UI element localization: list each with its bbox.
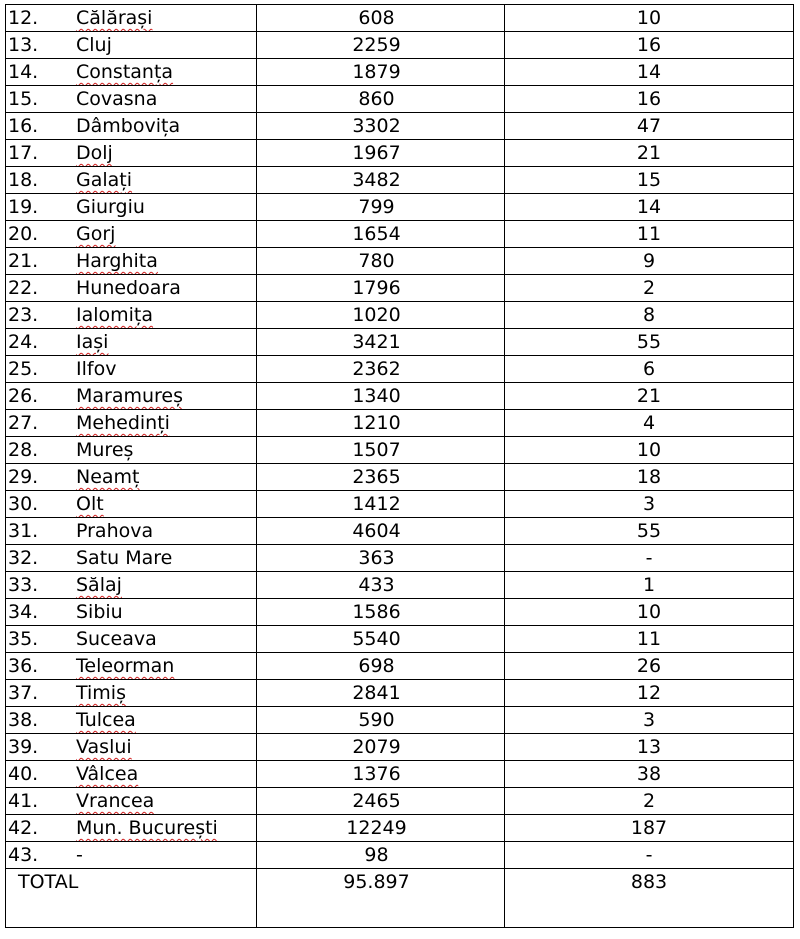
- county-name: Harghita: [76, 250, 158, 272]
- county-cell: [6, 842, 257, 869]
- value-col-1: 860: [257, 86, 505, 113]
- county-cell: [6, 113, 257, 140]
- row-number: 37.: [8, 682, 39, 704]
- value-col-1: 1507: [257, 437, 505, 464]
- table-row: [6, 248, 794, 275]
- table-row: [6, 518, 794, 545]
- county-name: Mun. București: [76, 817, 218, 839]
- county-name: Cluj: [76, 34, 112, 56]
- county-cell: [6, 707, 257, 734]
- row-number: 21.: [8, 250, 39, 272]
- county-cell: [6, 518, 257, 545]
- value-col-1: 2365: [257, 464, 505, 491]
- row-number: 26.: [8, 385, 39, 407]
- row-number: 20.: [8, 223, 39, 245]
- county-cell: [6, 302, 257, 329]
- county-cell: [6, 653, 257, 680]
- table-row: [6, 680, 794, 707]
- value-col-2: 11: [505, 626, 794, 653]
- county-cell: [6, 59, 257, 86]
- row-number: 34.: [8, 601, 39, 623]
- county-cell: [6, 194, 257, 221]
- county-name: Mehedinți: [76, 412, 170, 434]
- value-col-2: 16: [505, 32, 794, 59]
- value-col-1: 1412: [257, 491, 505, 518]
- county-name: Iași: [76, 331, 109, 353]
- county-name: Giurgiu: [76, 196, 145, 218]
- value-col-1: 2259: [257, 32, 505, 59]
- value-col-2: 9: [505, 248, 794, 275]
- value-col-2: 21: [505, 383, 794, 410]
- value-col-2: 11: [505, 221, 794, 248]
- county-name: Covasna: [76, 88, 158, 110]
- row-number: 25.: [8, 358, 39, 380]
- county-cell: [6, 491, 257, 518]
- county-cell: [6, 167, 257, 194]
- table-row: [6, 302, 794, 329]
- table-row: [6, 383, 794, 410]
- value-col-2: 18: [505, 464, 794, 491]
- value-col-2: 1: [505, 572, 794, 599]
- table-row: [6, 842, 794, 869]
- county-cell: [6, 32, 257, 59]
- value-col-1: 1020: [257, 302, 505, 329]
- value-col-2: 2: [505, 275, 794, 302]
- table-row: [6, 545, 794, 572]
- county-cell: [6, 545, 257, 572]
- county-cell: [6, 788, 257, 815]
- value-col-1: 2465: [257, 788, 505, 815]
- value-col-2: 21: [505, 140, 794, 167]
- value-col-2: 3: [505, 707, 794, 734]
- table-row: [6, 653, 794, 680]
- table-row: [6, 32, 794, 59]
- value-col-1: 5540: [257, 626, 505, 653]
- county-name: Mureș: [76, 439, 134, 461]
- county-cell: [6, 815, 257, 842]
- county-name: Gorj: [76, 223, 116, 245]
- county-data-table: [5, 4, 794, 928]
- value-col-1: 780: [257, 248, 505, 275]
- row-number: 38.: [8, 709, 39, 731]
- county-name: Sibiu: [76, 601, 123, 623]
- county-name: Ialomița: [76, 304, 154, 326]
- row-number: 19.: [8, 196, 39, 218]
- table-row: [6, 59, 794, 86]
- value-col-1: 1879: [257, 59, 505, 86]
- value-col-1: 1586: [257, 599, 505, 626]
- value-col-2: 10: [505, 599, 794, 626]
- value-col-2: 38: [505, 761, 794, 788]
- county-name: Neamț: [76, 466, 140, 488]
- county-cell: [6, 221, 257, 248]
- value-col-1: 363: [257, 545, 505, 572]
- table-row: [6, 437, 794, 464]
- row-number: 39.: [8, 736, 39, 758]
- county-cell: [6, 734, 257, 761]
- county-name: Timiș: [76, 682, 126, 704]
- value-col-1: 1654: [257, 221, 505, 248]
- county-cell: [6, 437, 257, 464]
- value-col-2: 2: [505, 788, 794, 815]
- table-row: [6, 5, 794, 32]
- table-row: [6, 410, 794, 437]
- county-cell: [6, 599, 257, 626]
- table-row: [6, 329, 794, 356]
- county-name: -: [76, 844, 83, 866]
- county-cell: [6, 572, 257, 599]
- value-col-2: -: [505, 842, 794, 869]
- value-col-1: 1210: [257, 410, 505, 437]
- value-col-1: 1376: [257, 761, 505, 788]
- row-number: 32.: [8, 547, 39, 569]
- value-col-2: 14: [505, 194, 794, 221]
- table-row: [6, 464, 794, 491]
- value-col-2: 3: [505, 491, 794, 518]
- table-row: [6, 356, 794, 383]
- county-name: Vâlcea: [76, 763, 139, 785]
- table-row: [6, 86, 794, 113]
- county-cell: [6, 626, 257, 653]
- county-cell: [6, 680, 257, 707]
- value-col-1: 2079: [257, 734, 505, 761]
- value-col-2: 10: [505, 5, 794, 32]
- value-col-1: 799: [257, 194, 505, 221]
- value-col-1: 1796: [257, 275, 505, 302]
- county-cell: [6, 383, 257, 410]
- total-value-col-2: 883: [505, 869, 794, 928]
- county-name: Suceava: [76, 628, 157, 650]
- county-cell: [6, 248, 257, 275]
- value-col-2: 55: [505, 329, 794, 356]
- row-number: 41.: [8, 790, 39, 812]
- county-cell: [6, 275, 257, 302]
- row-number: 12.: [8, 7, 39, 29]
- value-col-1: 2841: [257, 680, 505, 707]
- value-col-1: 98: [257, 842, 505, 869]
- county-cell: [6, 86, 257, 113]
- table-row: [6, 761, 794, 788]
- county-name: Tulcea: [76, 709, 136, 731]
- county-name: Olt: [76, 493, 104, 515]
- row-number: 31.: [8, 520, 39, 542]
- county-name: Prahova: [76, 520, 154, 542]
- row-number: 16.: [8, 115, 39, 137]
- value-col-2: 14: [505, 59, 794, 86]
- table-row: [6, 572, 794, 599]
- county-cell: [6, 464, 257, 491]
- county-cell: [6, 761, 257, 788]
- value-col-1: 1967: [257, 140, 505, 167]
- row-number: 42.: [8, 817, 39, 839]
- table-row: [6, 167, 794, 194]
- row-number: 18.: [8, 169, 39, 191]
- row-number: 13.: [8, 34, 39, 56]
- value-col-2: 15: [505, 167, 794, 194]
- table-row: [6, 140, 794, 167]
- row-number: 30.: [8, 493, 39, 515]
- table-row: [6, 734, 794, 761]
- county-cell: [6, 5, 257, 32]
- county-name: Călărași: [76, 7, 153, 29]
- value-col-1: 698: [257, 653, 505, 680]
- value-col-1: 1340: [257, 383, 505, 410]
- county-name: Dolj: [76, 142, 113, 164]
- county-name: Dâmbovița: [76, 115, 181, 137]
- value-col-1: 3421: [257, 329, 505, 356]
- row-number: 40.: [8, 763, 39, 785]
- value-col-2: -: [505, 545, 794, 572]
- value-col-1: 433: [257, 572, 505, 599]
- row-number: 35.: [8, 628, 39, 650]
- total-value-col-1: 95.897: [257, 869, 505, 928]
- county-name: Ilfov: [76, 358, 117, 380]
- table-row: [6, 194, 794, 221]
- table-row: [6, 113, 794, 140]
- county-name: Satu Mare: [76, 547, 173, 569]
- total-row: [6, 869, 794, 928]
- row-number: 43.: [8, 844, 39, 866]
- county-name: Hunedoara: [76, 277, 181, 299]
- value-col-2: 13: [505, 734, 794, 761]
- county-name: Maramureș: [76, 385, 184, 407]
- table-row: [6, 788, 794, 815]
- county-name: Sălaj: [76, 574, 122, 596]
- county-name: Vrancea: [76, 790, 155, 812]
- value-col-2: 187: [505, 815, 794, 842]
- value-col-2: 55: [505, 518, 794, 545]
- row-number: 14.: [8, 61, 39, 83]
- county-name: Galați: [76, 169, 133, 191]
- value-col-2: 47: [505, 113, 794, 140]
- county-cell: [6, 410, 257, 437]
- row-number: 15.: [8, 88, 39, 110]
- value-col-1: 3482: [257, 167, 505, 194]
- value-col-2: 26: [505, 653, 794, 680]
- row-number: 23.: [8, 304, 39, 326]
- value-col-2: 16: [505, 86, 794, 113]
- value-col-1: 12249: [257, 815, 505, 842]
- row-number: 33.: [8, 574, 39, 596]
- table-row: [6, 707, 794, 734]
- county-name: Teleorman: [76, 655, 175, 677]
- row-number: 24.: [8, 331, 39, 353]
- county-cell: [6, 329, 257, 356]
- row-number: 17.: [8, 142, 39, 164]
- row-number: 28.: [8, 439, 39, 461]
- value-col-2: 4: [505, 410, 794, 437]
- row-number: 22.: [8, 277, 39, 299]
- value-col-1: 3302: [257, 113, 505, 140]
- table-body: [6, 5, 794, 928]
- value-col-1: 608: [257, 5, 505, 32]
- value-col-2: 6: [505, 356, 794, 383]
- row-number: 36.: [8, 655, 39, 677]
- value-col-1: 4604: [257, 518, 505, 545]
- county-cell: [6, 356, 257, 383]
- row-number: 29.: [8, 466, 39, 488]
- table-row: [6, 221, 794, 248]
- value-col-1: 590: [257, 707, 505, 734]
- table-row: [6, 275, 794, 302]
- total-label: TOTAL: [6, 869, 257, 928]
- county-cell: [6, 140, 257, 167]
- value-col-2: 8: [505, 302, 794, 329]
- table-row: [6, 626, 794, 653]
- value-col-2: 12: [505, 680, 794, 707]
- county-name: Constanța: [76, 61, 174, 83]
- county-name: Vaslui: [76, 736, 132, 758]
- table-row: [6, 815, 794, 842]
- table-row: [6, 491, 794, 518]
- table-row: [6, 599, 794, 626]
- row-number: 27.: [8, 412, 39, 434]
- value-col-2: 10: [505, 437, 794, 464]
- value-col-1: 2362: [257, 356, 505, 383]
